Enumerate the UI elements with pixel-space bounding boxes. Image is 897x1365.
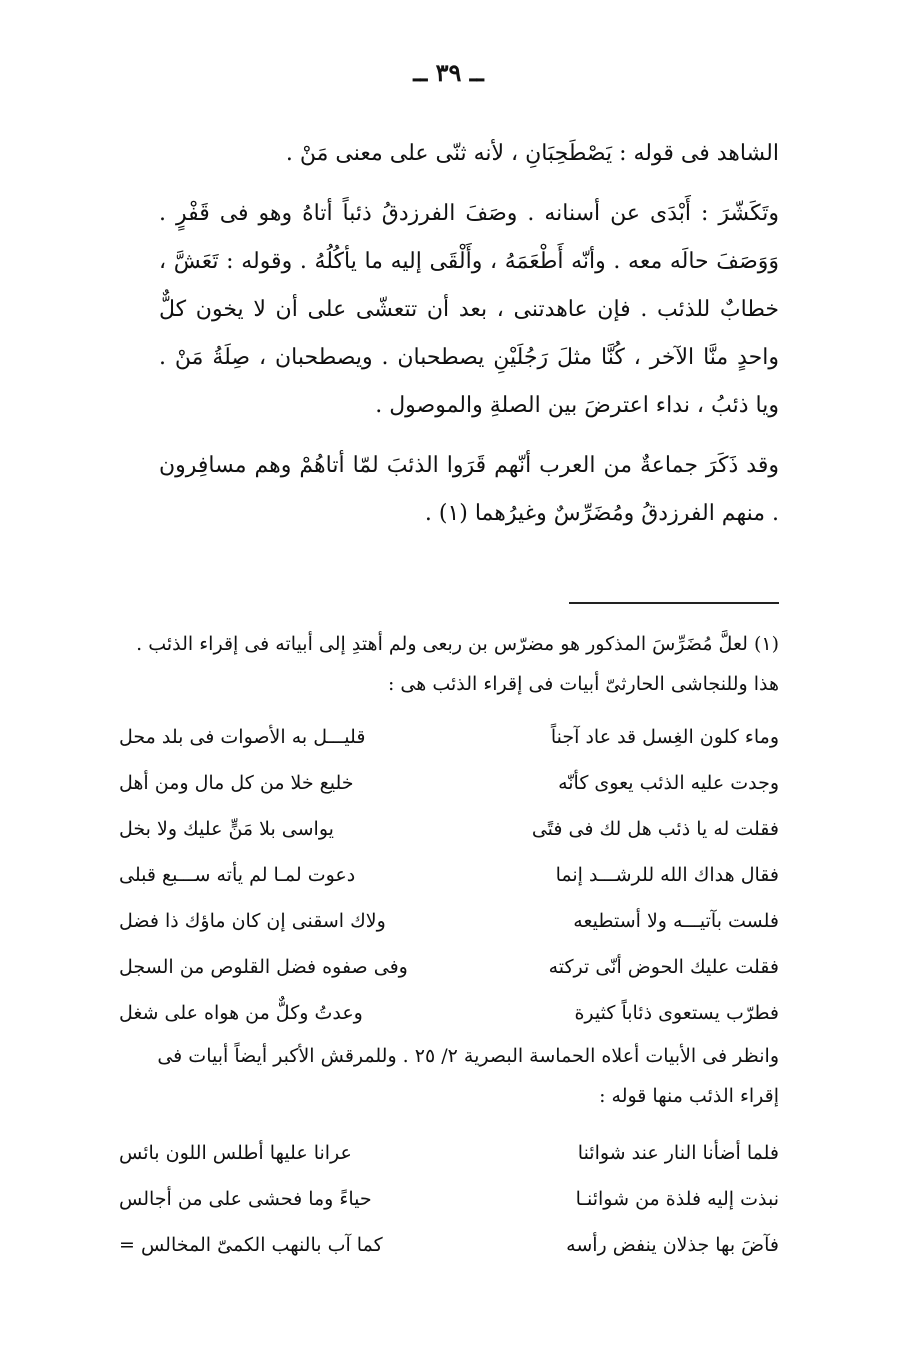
verse-second-hemistich: دعوت لمـا لم يأته ســـبع قبلى [119, 864, 356, 886]
verse-second-hemistich: خليع خلا من كل مال ومن أهل [119, 772, 354, 794]
verse-line [119, 1130, 779, 1176]
verse-line [119, 760, 779, 806]
verse-line [119, 990, 779, 1036]
footnote-intro: (١) لعلَّ مُضَرِّسَ المذكور هو مضرّس بن ربعى ولم أهتدِ إلى أبياته فى إقراء الذئب . هذا وللنجاشى الحارثىّ أبيات فى إقراء الذئب هى : [136, 633, 779, 695]
poem-najashi [119, 714, 779, 1036]
verse-first-hemistich: وماء كلون الغِسل قد عاد آجناً [550, 726, 779, 748]
verse-second-hemistich: وعدتُ وكلٌّ من هواه على شغل [119, 1002, 363, 1024]
verse-line [119, 1222, 779, 1268]
verse-second-hemistich: يواسى بلا مَنٍّ عليك ولا بخل [119, 818, 334, 840]
verse-second-hemistich: كما آب بالنهب الكمىّ المخالس = [119, 1234, 383, 1256]
footnote-middle: وانظر فى الأبيات أعلاه الحماسة البصرية ٢/ ٢٥ . وللمرقش الأكبر أيضاً أبيات فى إقراء الذئب منها قوله : [157, 1045, 779, 1107]
verse-first-hemistich: فلست بآتيـــه ولا أستطيعه [573, 910, 779, 932]
verse-line [119, 806, 779, 852]
verse-line [119, 852, 779, 898]
verse-first-hemistich: فطرّب يستعوى ذئاباً كثيرة [574, 1002, 779, 1024]
verse-first-hemistich: فقلت عليك الحوض أنّى تركته [548, 956, 779, 978]
verse-line [119, 944, 779, 990]
footnote [119, 624, 779, 1268]
verse-second-hemistich: قليـــل به الأصوات فى بلد محل [119, 726, 366, 748]
verse-first-hemistich: نبذت إليه فلذة من شوائنـا [575, 1188, 779, 1210]
footnote-divider [569, 602, 779, 604]
verse-line [119, 1176, 779, 1222]
main-paragraph-3: وقد ذَكَرَ جماعةٌ من العرب أنّهم قَرَوا الذئبَ لمّا أتاهُمْ وهم مسافِرون . منهم الفرزدقُ ومُضَرِّسٌ وغيرُهما (١) . [159, 453, 779, 526]
poem-muraqqish [119, 1130, 779, 1268]
main-paragraph-1: الشاهد فى قوله : يَصْطَحِبَانِ ، لأنه ثنّى على معنى مَنْ . [285, 141, 779, 166]
verse-second-hemistich: عرانا عليها أطلس اللون بائس [119, 1142, 352, 1164]
main-paragraph-2: وتَكَشّرَ : أَبْدَى عن أسنانه . وصَفَ الفرزدقُ ذئباً أتاهُ وهو فى قَفْرٍ . وَوَصَفَ حالَه معه . وأنّه أَطْعَمَهُ ، وأَلْقَى إليه ما يأكُلُهُ . وقوله : تَعَشَّ ، خطابٌ للذئب . فإن عاهدتنى ، بعد أن تتعشّى على أن لا يخون كلٌّ واحدٍ منَّا الآخر ، كُنَّا مثلَ رَجُلَيْنِ يصطحبان . ويصطحبان ، صِلَةُ مَنْ . ويا ذئبُ ، نداء اعترضَ بين الصلةِ والموصول . [159, 201, 779, 418]
verse-first-hemistich: فقال هداك الله للرشـــد إنما [555, 864, 779, 886]
verse-line [119, 714, 779, 760]
verse-second-hemistich: وفى صفوه فضل القلوص من السجل [119, 956, 408, 978]
main-text [159, 130, 779, 550]
verse-first-hemistich: وجدت عليه الذئب يعوى كأنّه [558, 772, 779, 794]
verse-first-hemistich: فآضَ بها جذلان ينفض رأسه [566, 1234, 779, 1256]
verse-line [119, 898, 779, 944]
verse-first-hemistich: فلما أضأنا النار عند شوائنا [577, 1142, 779, 1164]
verse-second-hemistich: ولاك اسقنى إن كان ماؤك ذا فضل [119, 910, 386, 932]
page-number: ــ ٣٩ ــ [413, 58, 484, 87]
verse-first-hemistich: فقلت له يا ذئب هل لك فى فتًى [531, 818, 779, 840]
verse-second-hemistich: حياءً وما فحشى على من أجالس [119, 1188, 372, 1210]
